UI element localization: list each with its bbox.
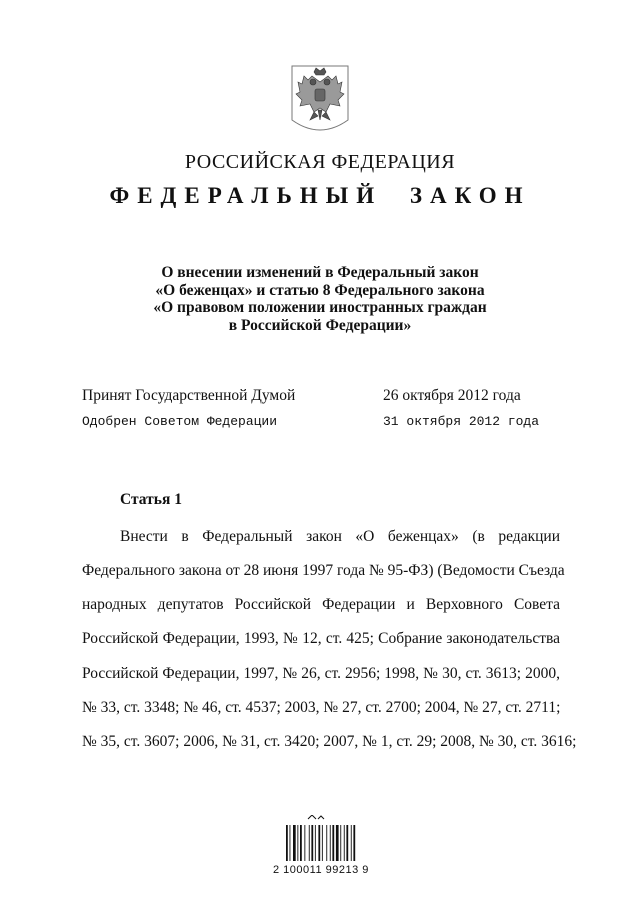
barcode-bar [293, 825, 296, 861]
article-text-line: Российской Федерации, 1997, № 26, ст. 2956; 1998, № 30, ст. 3613; 2000, [82, 665, 560, 682]
barcode-bar [290, 825, 291, 861]
title-line: О внесении изменений в Федеральный закон [161, 264, 479, 281]
document-type: ФЕДЕРАЛЬНЫЙ ЗАКОН [109, 183, 531, 208]
barcode-bar [311, 825, 313, 861]
barcode-bar [304, 825, 305, 861]
article-text-line: № 35, ст. 3607; 2006, № 31, ст. 3420; 2007, № 1, ст. 29; 2008, № 30, ст. 3616; [82, 733, 577, 750]
title-line: в Российской Федерации» [228, 316, 412, 334]
barcode-bar [318, 825, 320, 861]
barcode-bar [300, 825, 302, 861]
article-text-line: Внести в Федеральный закон «О беженцах» (в редакции [120, 528, 560, 545]
country-name: РОССИЙСКАЯ ФЕДЕРАЦИЯ [184, 151, 456, 173]
article-heading: Статья 1 [120, 491, 182, 508]
article-text-line: № 33, ст. 3348; № 46, ст. 4537; 2003, № 27, ст. 2700; 2004, № 27, ст. 2711; [82, 699, 561, 716]
title-line: «О правовом положении иностранных граждан [153, 299, 487, 316]
barcode-bar [286, 825, 288, 861]
barcode-bar [346, 825, 348, 861]
barcode-bar [326, 825, 327, 861]
council-approval-date: 31 октября 2012 года [383, 414, 540, 429]
article-text-line: Российской Федерации, 1993, № 12, ст. 425; Собрание законодательства [82, 630, 560, 647]
law-title [120, 264, 520, 334]
barcode-bar [340, 825, 341, 861]
duma-adoption-date: 26 октября 2012 года [383, 387, 521, 404]
barcode-bar [351, 825, 352, 861]
barcode-bar [309, 825, 310, 861]
barcode-bar [336, 825, 339, 861]
article-text-line: Федерального закона от 28 июня 1997 года № 95-ФЗ) (Ведомости Съезда [82, 562, 565, 579]
title-line: «О беженцах» и статью 8 Федерального закона [155, 281, 485, 299]
barcode-bar [344, 825, 345, 861]
duma-adoption-label: Принят Государственной Думой [82, 387, 296, 404]
russian-coat-of-arms-icon [288, 62, 352, 137]
barcode-bar [297, 825, 298, 861]
article-text-line: народных депутатов Российской Федерации и Верховного Совета [82, 596, 560, 613]
barcode-bar [330, 825, 331, 861]
barcode-bar [353, 825, 355, 861]
council-approval-label: Одобрен Советом Федерации [82, 414, 278, 429]
barcode-number: 2 100011 99213 9 [273, 864, 369, 876]
barcode-bar [332, 825, 334, 861]
barcode-bar [315, 825, 316, 861]
barcode-bar [322, 825, 323, 861]
